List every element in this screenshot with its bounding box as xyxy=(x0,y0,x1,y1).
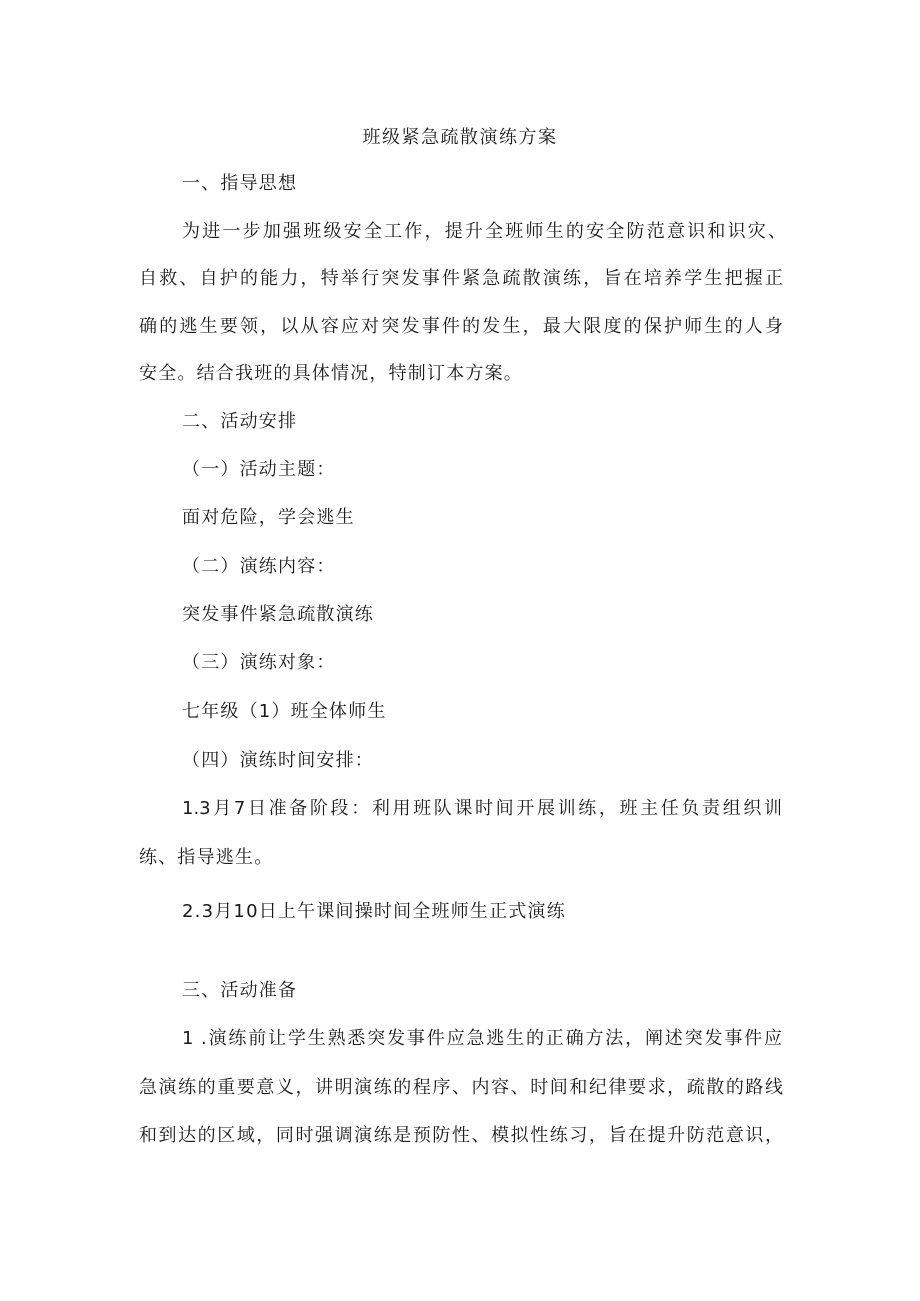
item-2-value: 突发事件紧急疏散演练 xyxy=(182,604,374,625)
item-3-label: （三）演练对象： xyxy=(182,652,336,673)
item-1-value: 面对危险，学会逃生 xyxy=(182,507,355,528)
section-3-paragraph-line-3: 和到达的区域，同时强调演练是预防性、模拟性练习，旨在提升防范意识， xyxy=(139,1125,783,1146)
section-1-paragraph-line-4: 安全。结合我班的具体情况，特制订本方案。 xyxy=(139,363,523,384)
section-1-heading: 一、指导思想 xyxy=(182,173,298,194)
item-1-label: （一）活动主题： xyxy=(182,459,336,480)
section-1-paragraph-line-2: 自救、自护的能力，特举行突发事件紧急疏散演练，旨在培养学生把握正 xyxy=(139,268,783,289)
section-1-paragraph-line-1: 为进一步加强班级安全工作，提升全班师生的安全防范意识和识灾、 xyxy=(182,221,786,242)
item-2-label: （二）演练内容： xyxy=(182,556,336,577)
document-title: 班级紧急疏散演练方案 xyxy=(362,127,558,148)
section-1-paragraph-line-3: 确的逃生要领，以从容应对突发事件的发生，最大限度的保护师生的人身 xyxy=(139,316,783,337)
section-3-paragraph-line-2: 急演练的重要意义，讲明演练的程序、内容、时间和纪律要求，疏散的路线 xyxy=(139,1077,783,1098)
section-2-heading: 二、活动安排 xyxy=(182,411,298,432)
schedule-2: 2.3月10日上午课间操时间全班师生正式演练 xyxy=(182,901,566,922)
section-3-paragraph-line-1: 1 .演练前让学生熟悉突发事件应急逃生的正确方法，阐述突发事件应 xyxy=(182,1028,782,1049)
item-3-value: 七年级（1）班全体师生 xyxy=(182,701,387,722)
schedule-1-line-1: 1.3月7日准备阶段：利用班队课时间开展训练，班主任负责组织训 xyxy=(182,798,782,819)
schedule-1-line-2: 练、指导逃生。 xyxy=(139,847,274,868)
item-4-label: （四）演练时间安排： xyxy=(182,750,374,771)
section-3-heading: 三、活动准备 xyxy=(182,980,298,1001)
